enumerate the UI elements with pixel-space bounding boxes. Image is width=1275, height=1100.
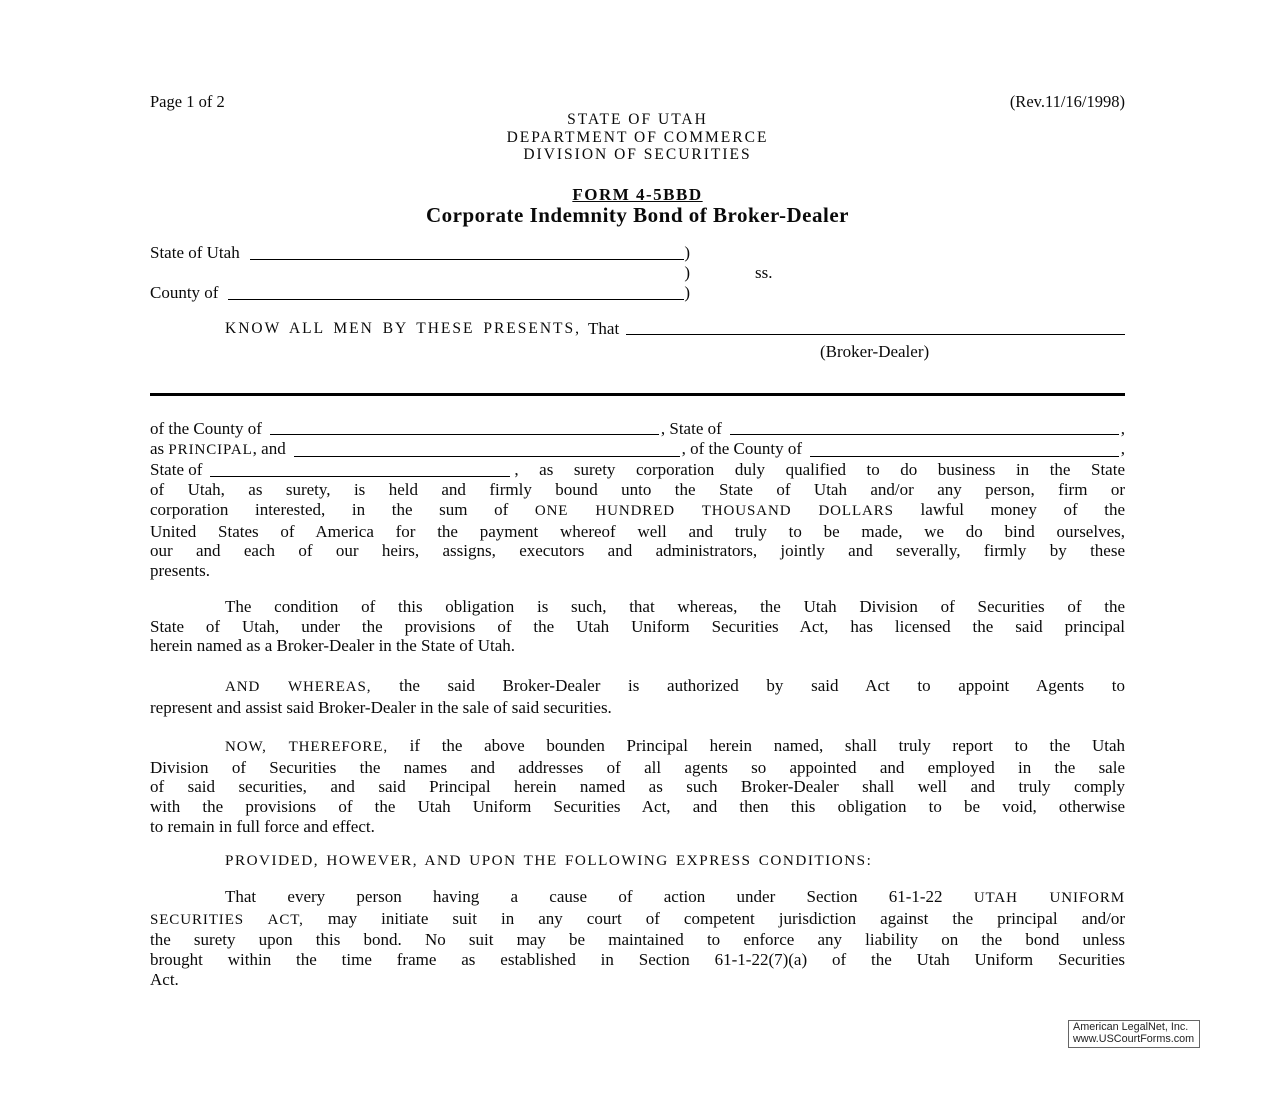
line-text: That every person having a cause of action under Section 61-1-22 bbox=[225, 887, 943, 906]
agency-line-department: DEPARTMENT OF COMMERCE bbox=[506, 128, 769, 146]
smallcaps-and-whereas: AND WHEREAS, bbox=[225, 679, 372, 695]
document-line: State of Utah, under the provisions of the Utah Uniform Securities Act, has licensed the said principal bbox=[150, 616, 1125, 636]
venue-county-label: County of bbox=[150, 283, 219, 302]
agency-line-state: STATE OF UTAH bbox=[567, 111, 708, 128]
line-text: State of bbox=[150, 460, 203, 480]
venue-state-label: State of Utah bbox=[150, 243, 240, 262]
form-heading bbox=[150, 185, 1125, 225]
form-title: Corporate Indemnity Bond of Broker-Dealer bbox=[426, 202, 849, 227]
legalnet-badge-company: American LegalNet, Inc. bbox=[1073, 1021, 1189, 1033]
paragraph-condition bbox=[150, 597, 1125, 656]
document-line: the surety upon this bond. No suit may be maintained to enforce any liability on the bond unless bbox=[150, 930, 1125, 950]
venue-middle-row bbox=[150, 263, 690, 283]
document-line: Division of Securities the names and addresses of all agents so appointed and employed in the sale bbox=[150, 757, 1125, 777]
line-text: , bbox=[1120, 438, 1125, 458]
fill-in-blank-broker-dealer-name bbox=[626, 319, 1125, 335]
paragraph-cause-of-action bbox=[150, 887, 1125, 990]
document-line: presents. bbox=[150, 560, 210, 580]
document-line bbox=[150, 500, 1125, 522]
close-paren: ) bbox=[684, 263, 690, 282]
document-line bbox=[150, 460, 1125, 480]
page-header-row bbox=[150, 92, 1125, 112]
document-line: brought within the time frame as established in Section 61-1-22(7)(a) of the Utah Uniform Securities bbox=[150, 950, 1125, 970]
line-text: , and bbox=[252, 438, 286, 458]
document-line bbox=[150, 439, 1125, 461]
document-line: with the provisions of the Utah Uniform Securities Act, and then this obligation to be void, otherwise bbox=[150, 797, 1125, 817]
paragraph-whereas bbox=[150, 676, 1125, 717]
line-text: , bbox=[1120, 419, 1125, 438]
agency-header bbox=[150, 111, 1125, 164]
document-line: of Utah, as surety, is held and firmly bound unto the State of Utah and/or any person, firm or bbox=[150, 480, 1125, 500]
line-text bbox=[150, 439, 286, 461]
close-paren: ) bbox=[684, 243, 690, 262]
line-text: , State of bbox=[660, 419, 722, 438]
revision-date: (Rev.11/16/1998) bbox=[1009, 92, 1125, 111]
legalnet-badge bbox=[1068, 1020, 1200, 1048]
venue-block bbox=[150, 243, 1125, 303]
document-line bbox=[150, 909, 1125, 931]
fill-in-blank-state bbox=[730, 419, 1119, 435]
document-line: our and each of our heirs, assigns, executors and administrators, jointly and severally, firmly by these bbox=[150, 541, 1125, 561]
paragraph-bond-obligation bbox=[150, 419, 1125, 581]
document-line: represent and assist said Broker-Dealer in the sale of said securities. bbox=[150, 697, 612, 717]
venue-county-row bbox=[150, 283, 690, 303]
line-text: as bbox=[150, 438, 169, 458]
smallcaps-principal: PRINCIPAL bbox=[168, 441, 253, 458]
document-line bbox=[150, 736, 1125, 758]
fill-in-blank-state bbox=[210, 460, 510, 476]
broker-dealer-caption: (Broker-Dealer) bbox=[820, 342, 930, 361]
presents-smallcaps: KNOW ALL MEN BY THESE PRESENTS, bbox=[225, 320, 582, 337]
line-text: the said Broker-Dealer is authorized by said Act to appoint Agents to bbox=[399, 676, 1125, 695]
document-line: to remain in full force and effect. bbox=[150, 816, 375, 836]
line-text: if the above bounden Principal herein named, shall truly report to the Utah bbox=[409, 736, 1126, 755]
page-number: Page 1 of 2 bbox=[150, 92, 225, 111]
fill-in-blank bbox=[228, 283, 684, 300]
horizontal-rule bbox=[150, 393, 1125, 396]
line-text: , as surety corporation duly qualified to do business in the State bbox=[514, 460, 1125, 480]
fill-in-blank-county bbox=[270, 419, 659, 435]
smallcaps-securities-act: SECURITIES ACT, bbox=[150, 911, 304, 928]
document-line bbox=[150, 887, 1125, 909]
fill-in-blank-county bbox=[810, 439, 1119, 457]
agency-line-division: DIVISION OF SECURITIES bbox=[523, 146, 752, 163]
close-paren: ) bbox=[684, 283, 690, 302]
fill-in-blank-surety bbox=[294, 439, 680, 457]
broker-dealer-caption-row bbox=[150, 342, 1125, 362]
document-line bbox=[150, 676, 1125, 698]
smallcaps-sum: ONE HUNDRED THOUSAND DOLLARS bbox=[534, 502, 894, 519]
presents-line bbox=[150, 319, 1125, 339]
line-text: corporation interested, in the sum of bbox=[150, 499, 509, 519]
line-text: , of the County of bbox=[681, 438, 803, 458]
venue-state-row bbox=[150, 243, 690, 263]
document-line: of said securities, and said Principal herein named as such Broker-Dealer shall well and truly comply bbox=[150, 777, 1125, 797]
legalnet-badge-url: www.USCourtForms.com bbox=[1073, 1032, 1195, 1045]
document-line: Act. bbox=[150, 969, 179, 989]
document-line: herein named as a Broker-Dealer in the State of Utah. bbox=[150, 636, 516, 656]
paragraph-now-therefore bbox=[150, 736, 1125, 837]
document-line: United States of America for the payment whereof well and truly to be made, we do bind ourselves, bbox=[150, 521, 1125, 541]
line-text: may initiate suit in any court of competent jurisdiction against the principal and/or bbox=[327, 908, 1126, 928]
ss-label: ss. bbox=[755, 263, 773, 282]
line-text: of the County of bbox=[150, 419, 262, 438]
venue-spacer bbox=[150, 263, 684, 283]
document-line: The condition of this obligation is such, that whereas, the Utah Division of Securities of the bbox=[225, 597, 1125, 616]
document-line bbox=[150, 419, 1125, 439]
line-text: lawful money of the bbox=[920, 499, 1125, 519]
form-number: FORM 4-5BBD bbox=[572, 185, 703, 204]
fill-in-blank bbox=[250, 243, 685, 260]
smallcaps-now-therefore: NOW, THEREFORE, bbox=[225, 739, 388, 755]
provided-conditions-line: PROVIDED, HOWEVER, AND UPON THE FOLLOWING EXPRESS CONDITIONS: bbox=[225, 852, 873, 869]
presents-that: That bbox=[588, 319, 620, 338]
smallcaps-utah-uniform: UTAH UNIFORM bbox=[973, 890, 1126, 906]
